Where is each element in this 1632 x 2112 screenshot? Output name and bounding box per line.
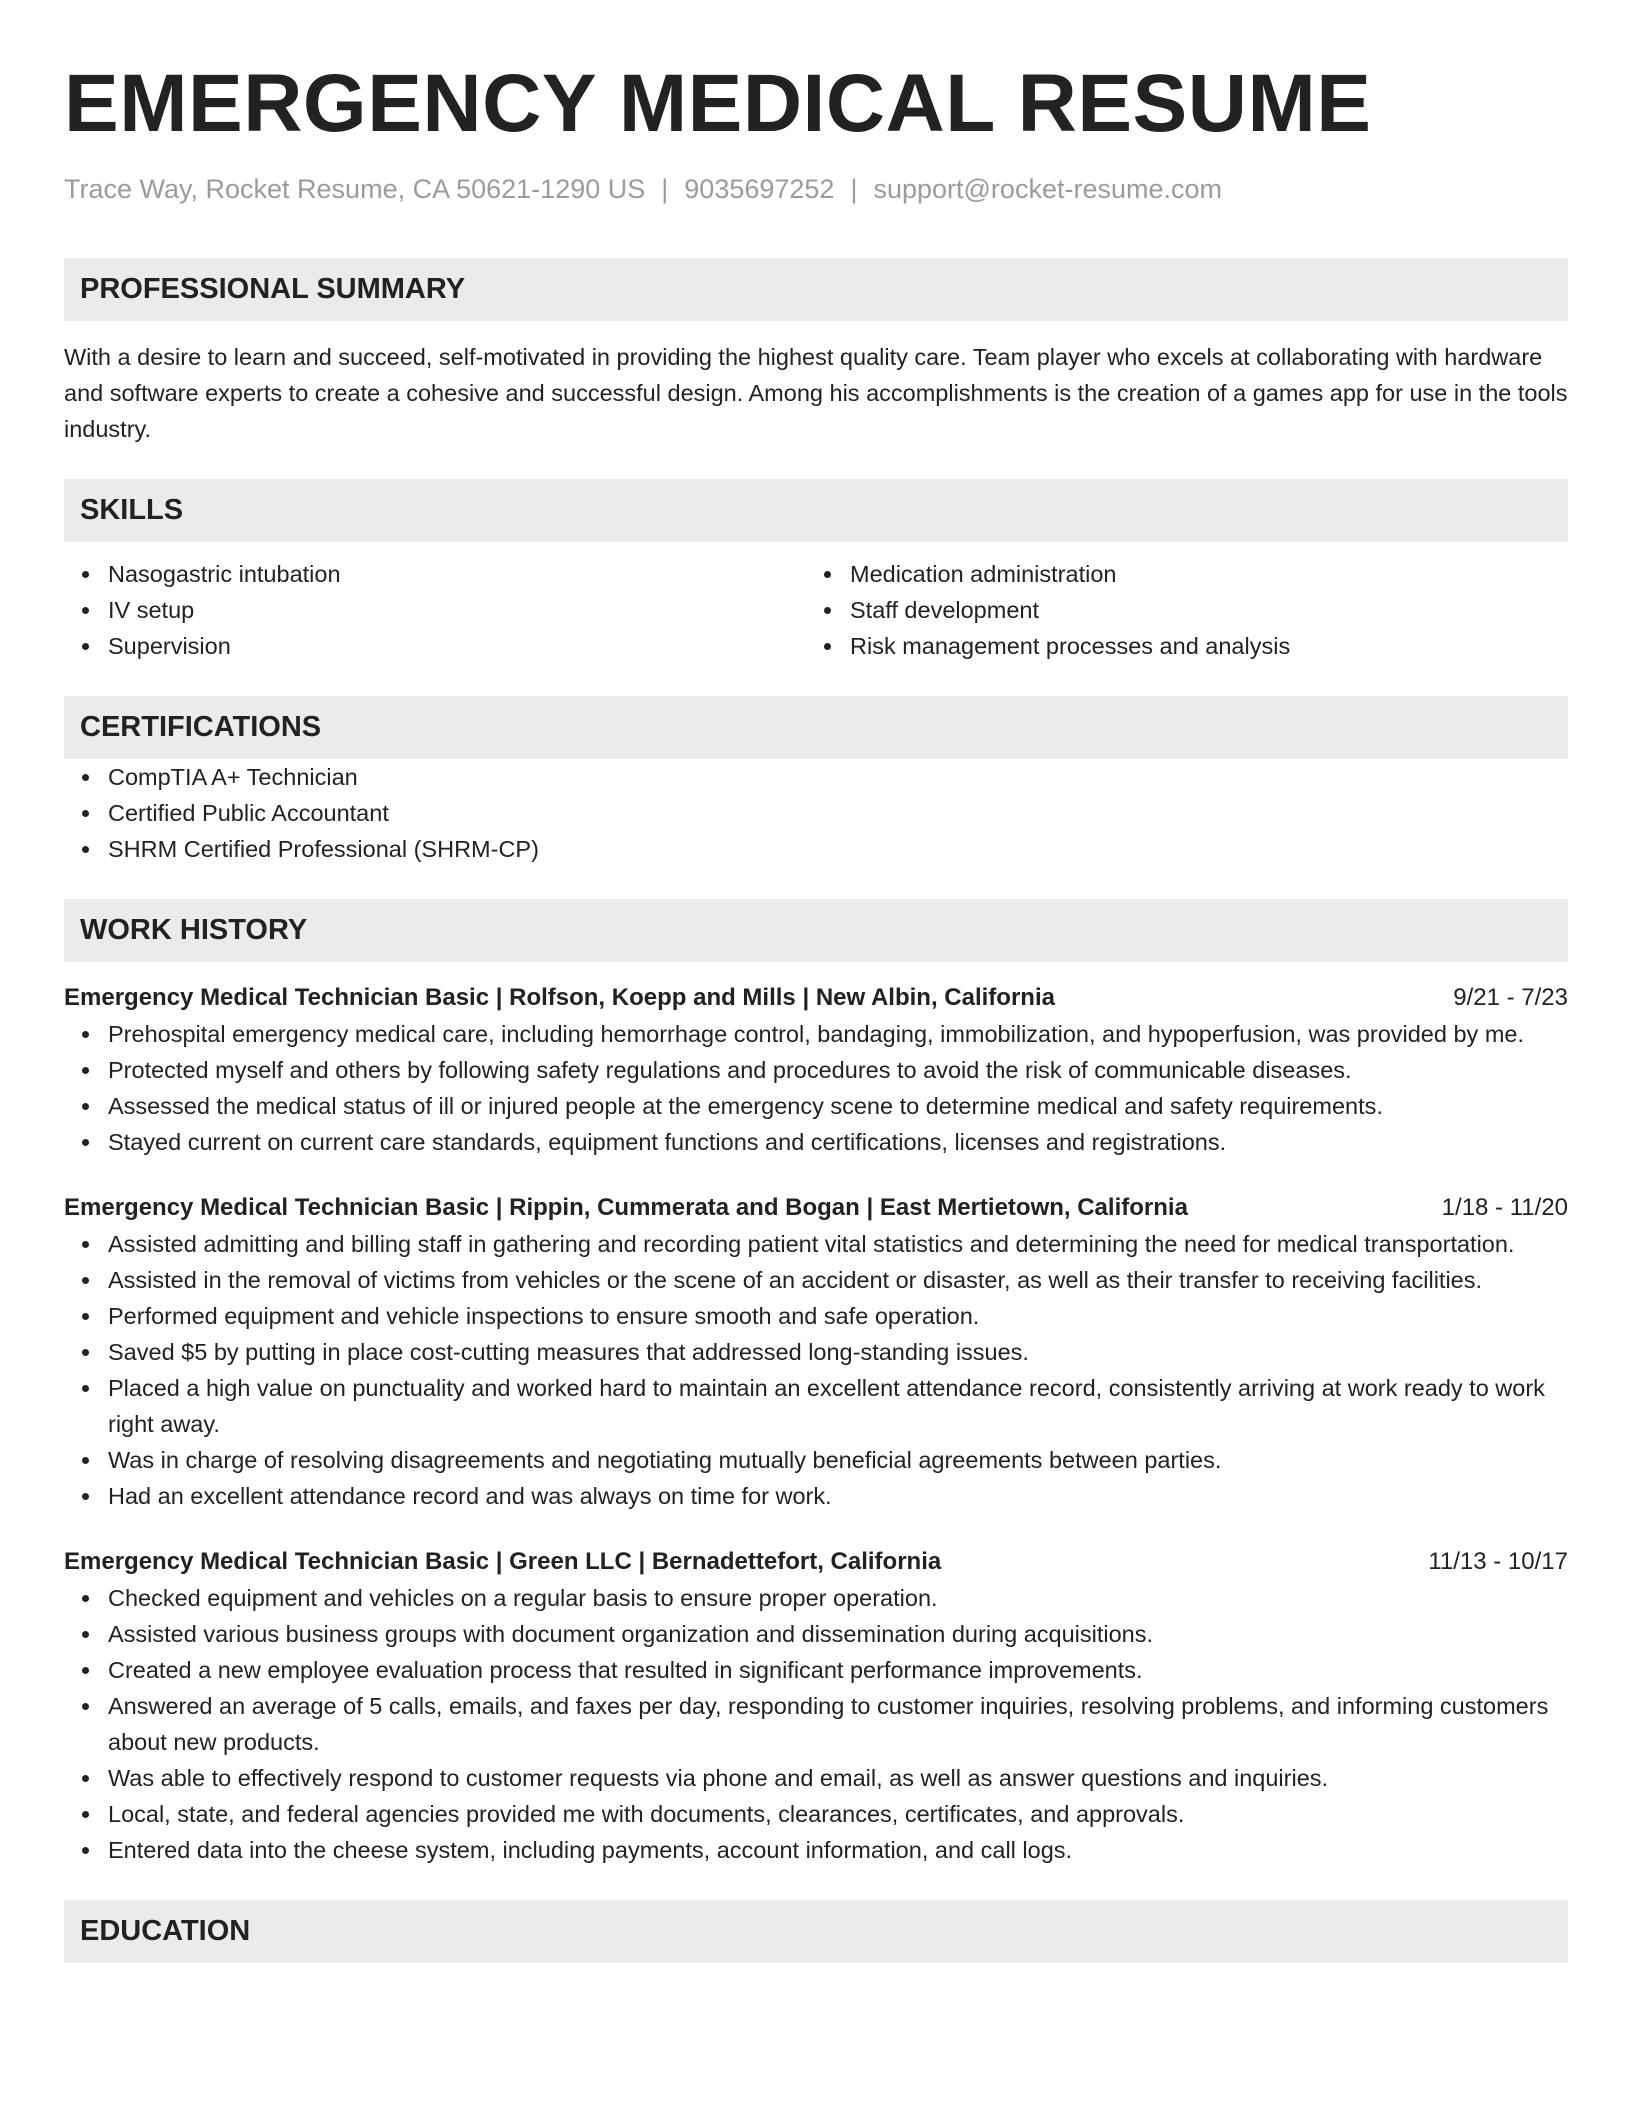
skill-item: Risk management processes and analysis	[806, 628, 1548, 664]
job-bullet: Checked equipment and vehicles on a regular basis to ensure proper operation.	[64, 1580, 1568, 1616]
job-bullet: Entered data into the cheese system, including payments, account information, and call logs.	[64, 1832, 1568, 1868]
certifications-heading: CERTIFICATIONS	[64, 696, 1568, 759]
job-bullet: Saved $5 by putting in place cost-cutting measures that addressed long-standing issues.	[64, 1334, 1568, 1370]
resume-title: EMERGENCY MEDICAL RESUME	[64, 58, 1372, 149]
job-bullet: Local, state, and federal agencies provided me with documents, clearances, certificates, and approvals.	[64, 1796, 1568, 1832]
skill-item: Nasogastric intubation	[64, 556, 806, 592]
contact-phone: 9035697252	[684, 174, 835, 204]
job-entry	[64, 1190, 1568, 1514]
certifications-list	[64, 759, 1568, 867]
job-bullet: Answered an average of 5 calls, emails, and faxes per day, responding to customer inquiries, resolving problems, and informing customers about new products.	[64, 1688, 1568, 1760]
work-history-heading: WORK HISTORY	[64, 899, 1568, 962]
skill-item: Supervision	[64, 628, 806, 664]
job-dates: 11/13 - 10/17	[1428, 1548, 1568, 1575]
job-entry	[64, 980, 1568, 1160]
job-bullet: Protected myself and others by following safety regulations and procedures to avoid the risk of communicable diseases.	[64, 1052, 1568, 1088]
job-bullets	[64, 1016, 1568, 1160]
job-bullets	[64, 1226, 1568, 1514]
job-bullet: Placed a high value on punctuality and worked hard to maintain an excellent attendance record, consistently arriving at work ready to work right away.	[64, 1370, 1568, 1442]
certification-item: CompTIA A+ Technician	[64, 759, 1568, 795]
contact-separator: |	[850, 174, 858, 204]
job-bullet: Assisted various business groups with document organization and dissemination during acquisitions.	[64, 1616, 1568, 1652]
summary-text: With a desire to learn and succeed, self-motivated in providing the highest quality care. Team player who excels at collaborating with hardware and software experts to create a cohesive and successful design. Among his accomplishments is the creation of a games app for use in the tools industry.	[64, 344, 1568, 442]
job-bullet: Was able to effectively respond to customer requests via phone and email, as well as answer questions and inquiries.	[64, 1760, 1568, 1796]
education-heading: EDUCATION	[64, 1900, 1568, 1963]
contact-line	[64, 172, 1568, 206]
job-entry	[64, 1544, 1568, 1868]
job-title: Emergency Medical Technician Basic | Rippin, Cummerata and Bogan | East Mertietown, California	[64, 1194, 1188, 1221]
job-bullet: Stayed current on current care standards, equipment functions and certifications, licenses and registrations.	[64, 1124, 1568, 1160]
job-bullet: Had an excellent attendance record and was always on time for work.	[64, 1478, 1568, 1514]
contact-address: Trace Way, Rocket Resume, CA 50621-1290 US	[64, 174, 646, 204]
certification-item: SHRM Certified Professional (SHRM-CP)	[64, 831, 1568, 867]
job-bullet: Performed equipment and vehicle inspections to ensure smooth and safe operation.	[64, 1298, 1568, 1334]
certification-item: Certified Public Accountant	[64, 795, 1568, 831]
skills-grid	[64, 556, 1568, 664]
skills-column-right	[806, 556, 1548, 664]
job-dates: 9/21 - 7/23	[1453, 984, 1568, 1011]
job-bullet: Was in charge of resolving disagreements and negotiating mutually beneficial agreements between parties.	[64, 1442, 1568, 1478]
skills-heading: SKILLS	[64, 479, 1568, 542]
skill-item: Staff development	[806, 592, 1548, 628]
job-dates: 1/18 - 11/20	[1441, 1194, 1568, 1221]
skills-column-left	[64, 556, 806, 664]
job-bullet: Prehospital emergency medical care, including hemorrhage control, bandaging, immobilization, and hypoperfusion, was provided by me.	[64, 1016, 1568, 1052]
job-header	[64, 1544, 1568, 1580]
job-bullet: Assisted admitting and billing staff in gathering and recording patient vital statistics and determining the need for medical transportation.	[64, 1226, 1568, 1262]
job-bullet: Created a new employee evaluation process that resulted in significant performance improvements.	[64, 1652, 1568, 1688]
job-bullet: Assessed the medical status of ill or injured people at the emergency scene to determine medical and safety requirements.	[64, 1088, 1568, 1124]
summary-heading: PROFESSIONAL SUMMARY	[64, 258, 1568, 321]
job-bullet: Assisted in the removal of victims from vehicles or the scene of an accident or disaster, as well as their transfer to receiving facilities.	[64, 1262, 1568, 1298]
skill-item: Medication administration	[806, 556, 1548, 592]
job-header	[64, 1190, 1568, 1226]
skill-item: IV setup	[64, 592, 806, 628]
contact-email: support@rocket-resume.com	[873, 174, 1222, 204]
job-title: Emergency Medical Technician Basic | Green LLC | Bernadettefort, California	[64, 1548, 942, 1575]
job-bullets	[64, 1580, 1568, 1868]
job-header	[64, 980, 1568, 1016]
contact-separator: |	[661, 174, 669, 204]
job-title: Emergency Medical Technician Basic | Rolfson, Koepp and Mills | New Albin, California	[64, 984, 1055, 1011]
